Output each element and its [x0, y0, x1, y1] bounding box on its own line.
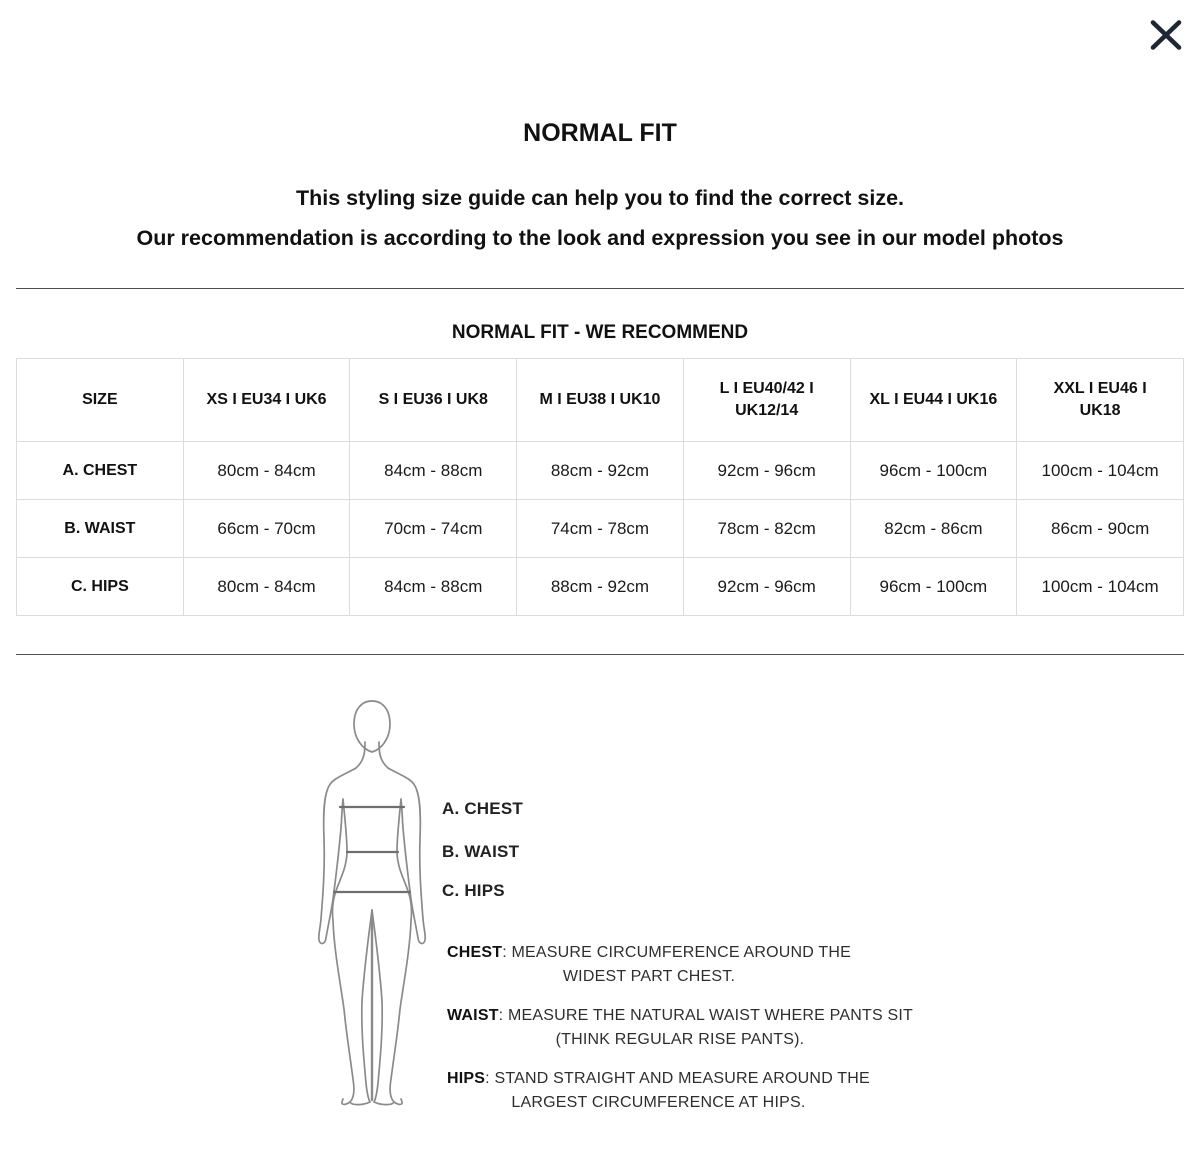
row-label-chest: A. CHEST — [17, 442, 184, 500]
instruction-hips-line2: LARGEST CIRCUMFERENCE AT HIPS. — [511, 1094, 806, 1111]
table-row-waist — [17, 500, 1184, 558]
instruction-chest-line1: : MEASURE CIRCUMFERENCE AROUND THE — [502, 944, 851, 961]
cell-hips-s: 84cm - 88cm — [350, 558, 517, 616]
measurement-instructions — [447, 941, 913, 1130]
subtitle — [0, 178, 1200, 258]
label-waist: B. WAIST — [442, 842, 520, 861]
size-table — [16, 358, 1184, 616]
cell-waist-l: 78cm - 82cm — [683, 500, 850, 558]
subtitle-line-2: Our recommendation is according to the look and expression you see in our model photos — [136, 226, 1064, 250]
row-label-waist: B. WAIST — [17, 500, 184, 558]
column-header-size: SIZE — [17, 359, 184, 442]
cell-chest-s: 84cm - 88cm — [350, 442, 517, 500]
row-label-hips: C. HIPS — [17, 558, 184, 616]
column-header-xs: XS I EU34 I UK6 — [183, 359, 350, 442]
close-icon — [1150, 20, 1182, 50]
table-header-row — [17, 359, 1184, 442]
female-body-outline-icon — [300, 690, 450, 1130]
cell-hips-l: 92cm - 96cm — [683, 558, 850, 616]
cell-hips-xxl: 100cm - 104cm — [1017, 558, 1184, 616]
instruction-hips-term: HIPS — [447, 1070, 486, 1087]
cell-chest-xs: 80cm - 84cm — [183, 442, 350, 500]
cell-hips-xl: 96cm - 100cm — [850, 558, 1017, 616]
table-row-hips — [17, 558, 1184, 616]
column-header-xxl: XXL I EU46 I UK18 — [1017, 359, 1184, 442]
column-header-xl: XL I EU44 I UK16 — [850, 359, 1017, 442]
divider-top — [16, 288, 1184, 289]
cell-waist-m: 74cm - 78cm — [517, 500, 684, 558]
instruction-waist-term: WAIST — [447, 1007, 499, 1024]
section-title: NORMAL FIT - WE RECOMMEND — [451, 322, 749, 343]
label-chest: A. CHEST — [442, 799, 523, 818]
cell-waist-xl: 82cm - 86cm — [850, 500, 1017, 558]
instruction-chest-term: CHEST — [447, 944, 503, 961]
column-header-l: L I EU40/42 I UK12/14 — [683, 359, 850, 442]
table-row-chest — [17, 442, 1184, 500]
instruction-waist — [447, 1004, 913, 1052]
cell-chest-m: 88cm - 92cm — [517, 442, 684, 500]
cell-chest-xl: 96cm - 100cm — [850, 442, 1017, 500]
instruction-hips — [447, 1067, 870, 1115]
cell-hips-m: 88cm - 92cm — [517, 558, 684, 616]
instruction-hips-line1: : STAND STRAIGHT AND MEASURE AROUND THE — [485, 1070, 870, 1087]
page-title: NORMAL FIT — [523, 119, 677, 147]
column-header-m: M I EU38 I UK10 — [517, 359, 684, 442]
subtitle-line-1: This styling size guide can help you to find the correct size. — [295, 186, 905, 210]
cell-chest-xxl: 100cm - 104cm — [1017, 442, 1184, 500]
cell-hips-xs: 80cm - 84cm — [183, 558, 350, 616]
instruction-chest — [447, 941, 851, 989]
label-hips: C. HIPS — [442, 881, 505, 900]
cell-waist-xs: 66cm - 70cm — [183, 500, 350, 558]
instruction-waist-line1: : MEASURE THE NATURAL WAIST WHERE PANTS SIT — [498, 1007, 913, 1024]
instruction-chest-line2: WIDEST PART CHEST. — [562, 968, 736, 985]
cell-waist-xxl: 86cm - 90cm — [1017, 500, 1184, 558]
instruction-waist-line2: (THINK REGULAR RISE PANTS). — [555, 1031, 805, 1048]
column-header-s: S I EU36 I UK8 — [350, 359, 517, 442]
cell-waist-s: 70cm - 74cm — [350, 500, 517, 558]
measurement-diagram — [0, 655, 1200, 1153]
cell-chest-l: 92cm - 96cm — [683, 442, 850, 500]
close-button[interactable] — [1147, 16, 1185, 54]
